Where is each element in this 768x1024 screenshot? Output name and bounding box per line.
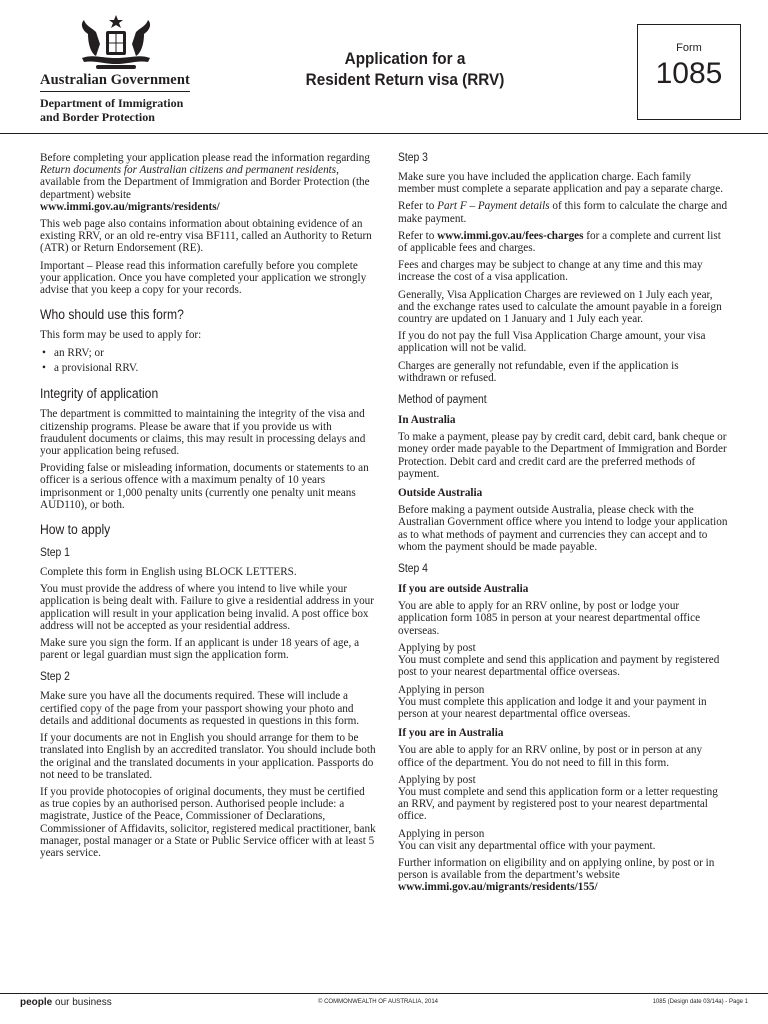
how-to-apply-heading: How to apply [40,522,111,538]
form-number-box [637,24,741,120]
step-2-paragraph-3: If you provide photocopies of original documents, they must be certified as true copies by an authorised person. Authorised people include: a magistrate, Justice of the Peace, Commissioner of Declarations, Commissioner of Affidavits, solicitor, registered medical practitioner, bank manager, postal manager or a State or Public Service officer with at least 5 years service. [40,785,376,859]
integrity-paragraph-1: The department is committed to maintaining the integrity of the visa and citizenship programs. Please be aware that if you provide us with fraudulent documents or claims, this may result in processing delays and your application being refused. [40,408,366,458]
footer-page-info: 1085 (Design date 03/14a) - Page 1 [652,999,748,1005]
step-1-paragraph-3: Make sure you sign the form. If an applicant is under 18 years of age, a parent or legal guardian must sign the application form. [40,637,360,662]
step-3-paragraph-2: Refer to Part F – Payment details of this form to calculate the charge and make payment. [398,200,728,225]
intro-paragraph-1: Before completing your application please read the information regarding Return documents for Australian citizens and permanent residents, available from the Department of Immigration and Border Protection (the department) website www.immi.gov.au/migrants/residents/ [40,152,370,213]
government-name-rule [40,91,190,92]
step-4-heading: Step 4 [398,563,428,576]
step-1-heading: Step 1 [40,547,70,560]
in-australia-subheading: In Australia [398,414,456,427]
inside-apply-paragraph-1: You are able to apply for an RRV online, by post or in person at any office of the department. You do not need to fill in this form. [398,744,703,769]
step-2-paragraph-1: Make sure you have all the documents required. These will include a certified copy of the page from your passport showing your photo and details and additional documents as requested in questions in this form. [40,690,360,727]
footer-divider [0,993,768,994]
step-2-heading: Step 2 [40,671,70,684]
step-3-paragraph-6: If you do not pay the full Visa Application Charge amount, your visa application will not be valid. [398,330,706,355]
step-3-paragraph-4: Fees and charges may be subject to change at any time and this may increase the cost of a visa application. [398,259,703,284]
department-name-line-2: and Border Protection [40,110,155,124]
step-3-paragraph-7: Charges are generally not refundable, even if the application is withdrawn or refused. [398,359,679,384]
in-australia-paragraph: To make a payment, please pay by credit card, debit card, bank cheque or money order made payable to the Department of Immigration and Border Protection. Debit card and credit card are the preferred methods of payment. [398,431,727,480]
residents-155-link[interactable]: www.immi.gov.au/migrants/residents/155/ [398,881,598,894]
form-number: 1085 [655,57,723,90]
list-item: • a provisional RRV. [40,361,376,376]
form-title-line-2: Resident Return visa (RRV) [305,70,505,89]
integrity-heading: Integrity of application [40,386,159,402]
step-3-paragraph-3: Refer to www.immi.gov.au/fees-charges for a complete and current list of applicable fees and charges. [398,229,721,255]
step-3-paragraph-1: Make sure you have included the application charge. Each family member must complete a separate application and pay a separate charge. [398,171,724,196]
coat-of-arms-logo [78,14,154,72]
footer-tagline: people our business [20,997,112,1008]
form-title-line-1: Application for a [344,49,466,68]
visa-type-list [40,346,376,375]
inside-apply-paragraph-3: Applying in person You can visit any departmental office with your payment. [398,827,656,852]
intro-paragraph-3: Important – Please read this information carefully before you complete your application. Once you have completed your application we strongly advise that you keep a copy for your records. [40,259,367,297]
outside-australia-paragraph: Before making a payment outside Australia, please check with the Australian Government office where you intend to lodge your application as to what methods of payment and currencies they can accept and to whom the payment should be made payable. [398,504,728,553]
outside-apply-paragraph-1: You are able to apply for an RRV online, by post or lodge your application form 1085 in person at your nearest departmental office overseas. [398,600,701,637]
outside-apply-paragraph-3: Applying in person You must complete this application and lodge it and your payment in person at your nearest departmental office overseas. [398,683,707,720]
list-item: • an RRV; or [40,346,376,361]
inside-apply-paragraph-2: Applying by post You must complete and send this application form or a letter requesting an RRV, and payment by registered post to your nearest departmental office. [398,773,718,823]
left-column [40,152,376,864]
step-3-paragraph-5: Generally, Visa Application Charges are reviewed on 1 July each year, and the exchange rates used to calculate the amount payable in a foreign country are updated on 1 January and 1 July each year. [398,288,722,326]
who-should-use-intro: This form may be used to apply for: [40,329,202,342]
right-column [398,152,728,899]
method-of-payment-heading: Method of payment [398,394,487,407]
step-1-paragraph-1: Complete this form in English using BLOCK LETTERS. [40,566,297,579]
footer-copyright: © COMMONWEALTH OF AUSTRALIA, 2014 [318,999,438,1005]
government-name: Australian Government [40,72,190,88]
intro-paragraph-2: This web page also contains information about obtaining evidence of an existing RRV, or an old re-entry visa BF111, called an Authority to Return (ATR) or Return Endorsement (RE). [40,218,372,255]
outside-australia-subheading: Outside Australia [398,487,483,500]
residents-website-link[interactable]: www.immi.gov.au/migrants/residents/ [40,200,220,213]
outside-australia-apply-subheading: If you are outside Australia [398,583,529,596]
integrity-paragraph-2: Providing false or misleading information, documents or statements to an officer is a serious offence with a maximum penalty of 10 years imprisonment or 1,000 penalty units (currently one penalty unit means AUD110), or both. [40,462,369,511]
in-australia-apply-subheading: If you are in Australia [398,727,504,740]
further-information-paragraph: Further information on eligibility and on applying online, by post or in person is available from the department’s website www.immi.gov.au/migrants/residents/155/ [398,856,715,894]
form-label: Form [676,42,702,54]
step-3-heading: Step 3 [398,152,428,164]
who-should-use-heading: Who should use this form? [40,307,184,323]
department-name [40,96,183,124]
header-divider [0,133,768,134]
step-1-paragraph-2: You must provide the address of where you intend to live while your application is being dealt with. Failure to give a residential address in your application will result in your application being invalid. A post office box address will not be accepted as your residential address. [40,583,374,632]
fees-charges-link[interactable]: www.immi.gov.au/fees-charges [437,229,584,242]
department-name-line-1: Department of Immigration [40,96,184,110]
form-title [293,48,518,90]
outside-apply-paragraph-2: Applying by post You must complete and send this application and payment by registered post to your nearest departmental office overseas. [398,641,720,679]
step-2-paragraph-2: If your documents are not in English you should arrange for them to be translated into English by an accredited translator. You should include both the original and the translated documents in your application. Passports do not need to be translated. [40,732,376,781]
